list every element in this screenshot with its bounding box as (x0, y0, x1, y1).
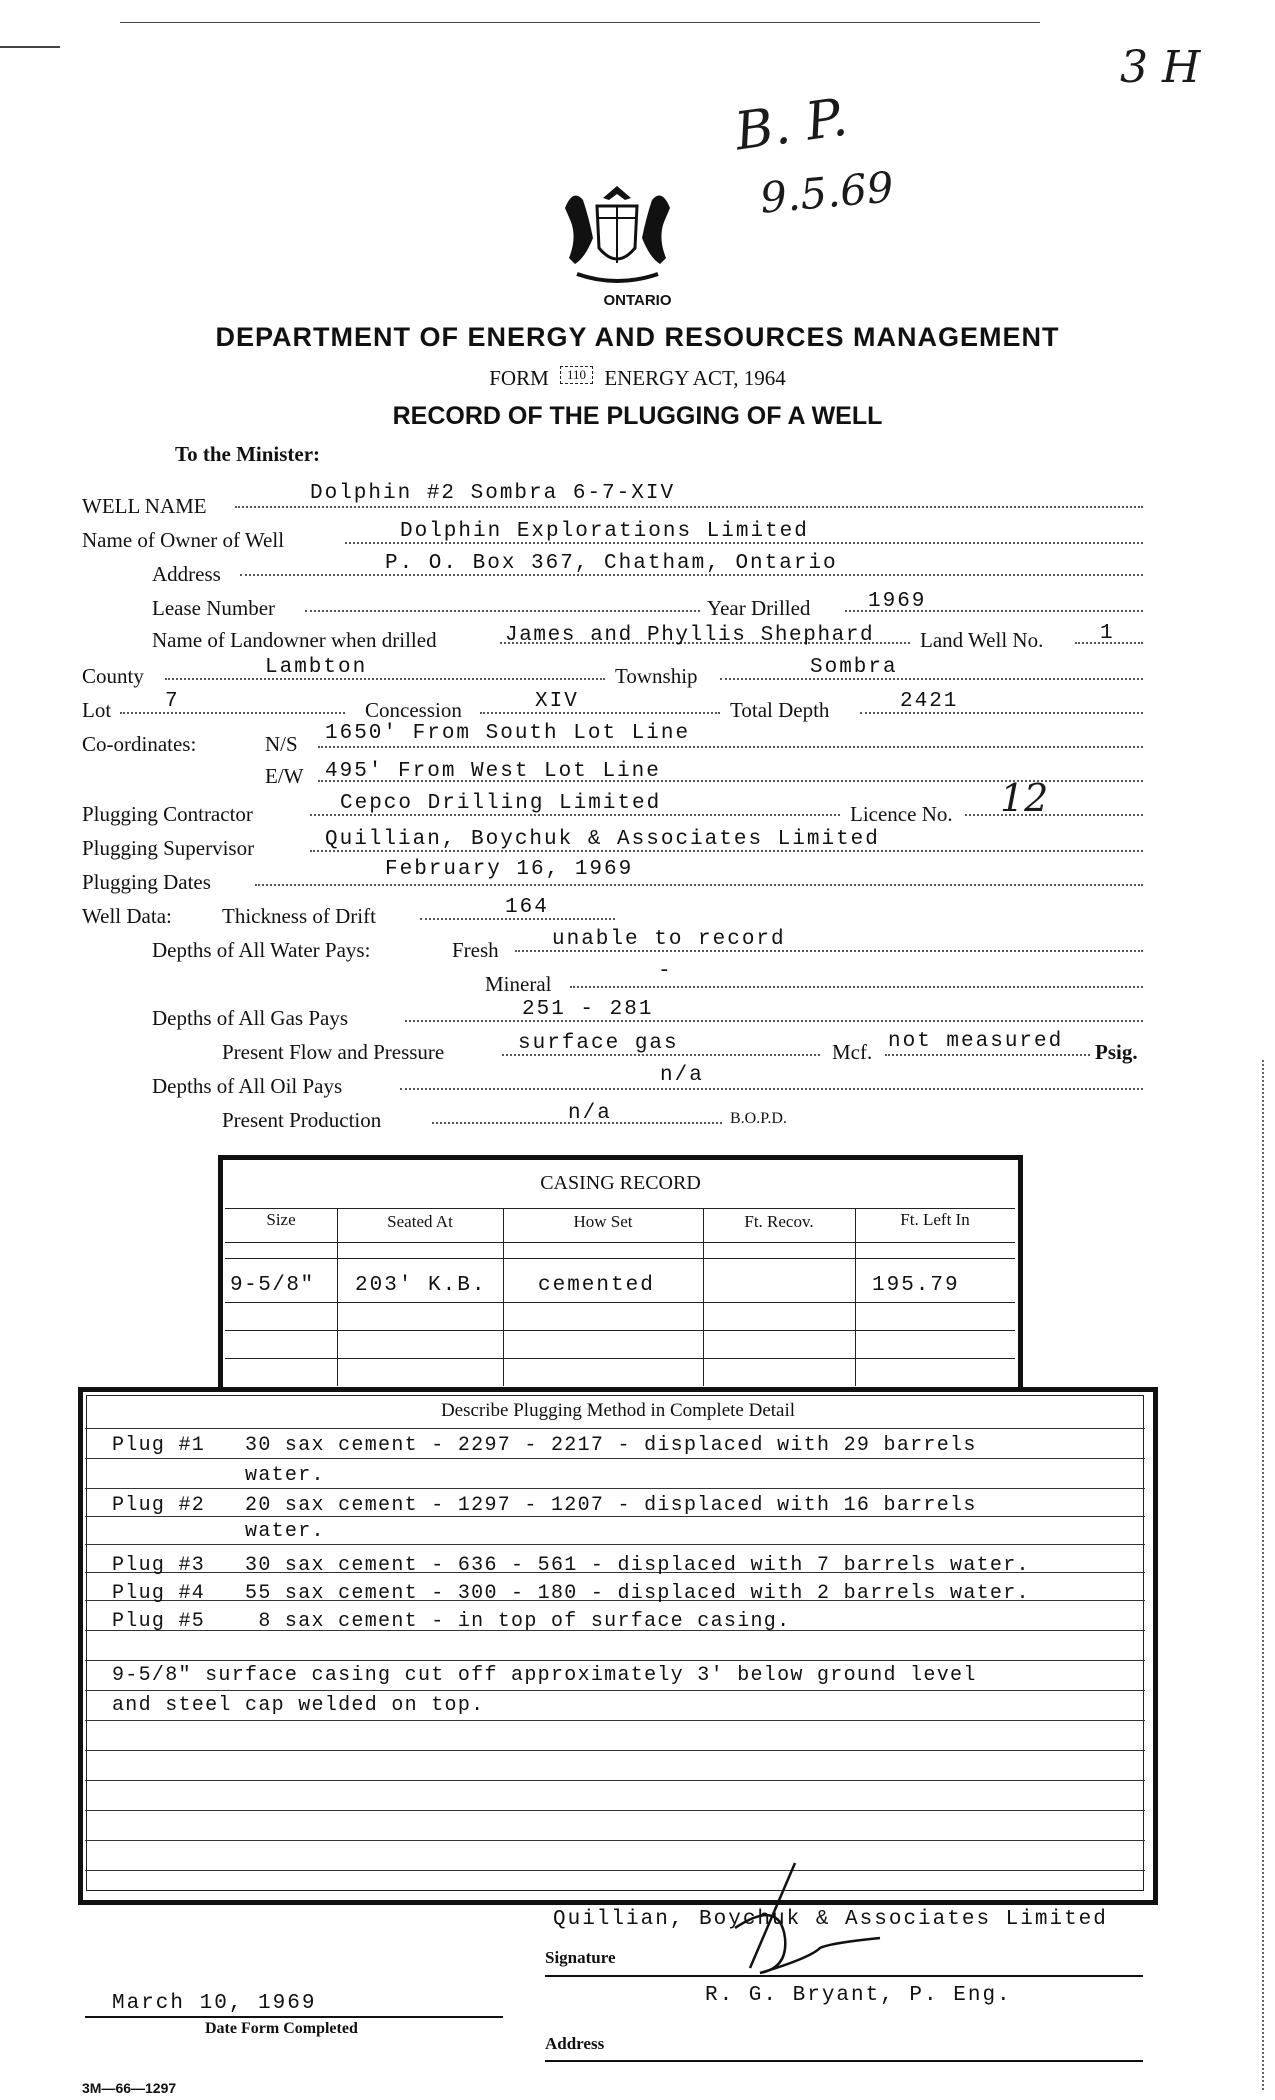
county-label: County (82, 664, 144, 688)
casing-rule-2 (225, 1242, 1015, 1243)
lease-number-line (305, 610, 700, 612)
water-pays-label: Depths of All Water Pays: (152, 938, 371, 962)
mcf-line (885, 1054, 1090, 1056)
form-title: RECORD OF THE PLUGGING OF A WELL (392, 402, 883, 430)
licence-line (965, 814, 1143, 816)
plug-rule-8 (85, 1660, 1145, 1661)
plug-line-10: and steel cap welded on top. (112, 1694, 485, 1717)
well-data-label: Well Data: (82, 904, 172, 928)
casing-cell-size: 9-5/8" (230, 1274, 315, 1297)
plug-line-7: Plug #5 8 sax cement - in top of surface casing. (112, 1610, 791, 1633)
signature-label: Signature (545, 1948, 616, 1967)
concession-line (480, 712, 720, 714)
casing-header-recov: Ft. Recov. (744, 1212, 814, 1231)
ontario-coat-of-arms-icon (555, 178, 680, 290)
licence-value: 12 (1000, 776, 1049, 820)
address-footer-line (545, 2060, 1143, 2062)
date-stamp: 9.5.69 (758, 162, 896, 223)
bopd-label: B.O.P.D. (730, 1110, 787, 1127)
owner-value: Dolphin Explorations Limited (400, 520, 809, 543)
county-line (165, 678, 605, 680)
plugging-dates-value: February 16, 1969 (385, 858, 634, 881)
coord-ns-label: N/S (265, 732, 298, 756)
casing-col-div-1 (337, 1208, 338, 1386)
coord-ns-line (318, 746, 1143, 748)
plug-rule-11 (85, 1750, 1145, 1751)
casing-rule-6 (225, 1358, 1015, 1359)
total-depth-label: Total Depth (730, 698, 830, 722)
township-label: Township (615, 664, 698, 688)
mcf-label: Mcf. (832, 1040, 873, 1064)
form-code: 3M—66—1297 (82, 2080, 177, 2096)
signature-scribble-icon (690, 1858, 890, 1988)
scan-edge-mark (1262, 1060, 1270, 2090)
coord-ew-value: 495' From West Lot Line (325, 760, 661, 783)
plug-line-2: water. (112, 1464, 325, 1487)
mcf-value: not measured (888, 1030, 1064, 1053)
land-well-value: 1 (1100, 622, 1115, 645)
plug-rule-4 (85, 1544, 1145, 1545)
plug-line-4: water. (112, 1520, 325, 1543)
gas-pays-label: Depths of All Gas Pays (152, 1006, 348, 1030)
contractor-value: Cepco Drilling Limited (340, 792, 662, 815)
address-footer-label: Address (545, 2034, 605, 2053)
licence-label: Licence No. (850, 802, 953, 826)
casing-rule-1 (225, 1208, 1015, 1209)
initials-mark: B. P. (731, 87, 851, 163)
well-name-value: Dolphin #2 Sombra 6-7-XIV (310, 482, 676, 505)
lease-number-label: Lease Number (152, 596, 276, 620)
date-completed-label: Date Form Completed (205, 2020, 358, 2037)
production-value: n/a (568, 1102, 612, 1125)
flow-pressure-label: Present Flow and Pressure (222, 1040, 445, 1064)
production-label: Present Production (222, 1108, 382, 1132)
plug-rule-1 (85, 1458, 1145, 1459)
plug-line-9: 9-5/8" surface casing cut off approximately 3' below ground level (112, 1664, 977, 1687)
casing-header-left-in: Ft. Left In (900, 1210, 970, 1229)
casing-col-div-2 (503, 1208, 504, 1386)
township-value: Sombra (810, 656, 898, 679)
address-value: P. O. Box 367, Chatham, Ontario (385, 552, 838, 575)
lot-line (120, 712, 345, 714)
signer-name: R. G. Bryant, P. Eng. (705, 1984, 1012, 2007)
plug-line-1: Plug #1 30 sax cement - 2297 - 2217 - displaced with 29 barrels (112, 1434, 977, 1457)
casing-header-seated: Seated At (387, 1212, 453, 1231)
casing-col-div-4 (855, 1208, 856, 1386)
year-drilled-value: 1969 (868, 590, 927, 613)
act-label: ENERGY ACT, 1964 (604, 366, 786, 390)
oil-pays-line (400, 1088, 1143, 1090)
land-well-label: Land Well No. (920, 628, 1044, 652)
mineral-line (570, 986, 1143, 988)
township-line (720, 678, 1143, 680)
landowner-label: Name of Landowner when drilled (152, 628, 437, 652)
coordinates-label: Co-ordinates: (82, 732, 197, 756)
address-label: Address (152, 562, 221, 586)
well-name-label: WELL NAME (82, 494, 207, 518)
plug-rule-9 (85, 1690, 1145, 1691)
top-rule-2 (0, 46, 60, 48)
footer-company: Quillian, Boychuk & Associates Limited (553, 1908, 1108, 1931)
date-completed-value: March 10, 1969 (112, 1992, 317, 2015)
casing-cell-seated: 203' K.B. (355, 1274, 487, 1297)
plug-rule-14 (85, 1840, 1145, 1841)
lot-value: 7 (165, 690, 180, 713)
mineral-value: - (658, 960, 673, 983)
contractor-label: Plugging Contractor (82, 802, 253, 826)
psig-label: Psig. (1095, 1040, 1138, 1064)
supervisor-value: Quillian, Boychuk & Associates Limited (325, 828, 880, 851)
gas-pays-value: 251 - 281 (522, 998, 654, 1021)
plug-rule-12 (85, 1780, 1145, 1781)
casing-rule-3 (225, 1258, 1015, 1259)
coord-ns-value: 1650' From South Lot Line (325, 722, 691, 745)
casing-rule-5 (225, 1330, 1015, 1331)
form-line (0, 366, 1275, 391)
mineral-label: Mineral (485, 972, 552, 996)
casing-record-title: CASING RECORD (540, 1172, 701, 1194)
plugging-method-title: Describe Plugging Method in Complete Detail (440, 1400, 796, 1421)
plug-rule-2 (85, 1488, 1145, 1489)
year-drilled-label: Year Drilled (707, 596, 811, 620)
oil-pays-label: Depths of All Oil Pays (152, 1074, 343, 1098)
casing-col-div-3 (703, 1208, 704, 1386)
fresh-value: unable to record (552, 928, 786, 951)
salutation: To the Minister: (175, 442, 321, 466)
casing-cell-left-in: 195.79 (872, 1274, 960, 1297)
date-completed-line (85, 2016, 503, 2018)
form-prefix: FORM (489, 366, 549, 390)
oil-pays-value: n/a (660, 1064, 704, 1087)
flow-pressure-value: surface gas (518, 1032, 679, 1055)
casing-header-how-set: How Set (573, 1212, 633, 1231)
plug-line-6: Plug #4 55 sax cement - 300 - 180 - displaced with 2 barrels water. (112, 1582, 1030, 1605)
casing-header-size: Size (266, 1210, 296, 1229)
plug-rule-0 (85, 1428, 1145, 1429)
plugging-dates-label: Plugging Dates (82, 870, 211, 894)
plug-rule-10 (85, 1720, 1145, 1721)
drift-label: Thickness of Drift (222, 904, 376, 928)
casing-cell-how-set: cemented (538, 1274, 655, 1297)
casing-rule-4 (225, 1302, 1015, 1303)
plug-rule-15 (85, 1870, 1145, 1871)
department-title: DEPARTMENT OF ENERGY AND RESOURCES MANAGEMENT (215, 322, 1060, 352)
landowner-value: James and Phyllis Shephard (505, 624, 875, 647)
lot-label: Lot (82, 698, 112, 722)
owner-label: Name of Owner of Well (82, 528, 285, 552)
well-name-line (235, 506, 1143, 508)
supervisor-label: Plugging Supervisor (82, 836, 255, 860)
plug-rule-13 (85, 1810, 1145, 1811)
plugging-dates-line (255, 884, 1143, 886)
province-label: ONTARIO (603, 292, 672, 309)
corner-mark: 3 H (1120, 42, 1201, 93)
county-value: Lambton (265, 656, 368, 679)
form-number: 110 (560, 366, 593, 384)
coord-ew-label: E/W (265, 764, 304, 788)
drift-value: 164 (505, 896, 549, 919)
concession-value: XIV (535, 690, 579, 713)
gas-pays-line (405, 1020, 1143, 1022)
total-depth-value: 2421 (900, 690, 959, 713)
concession-label: Concession (365, 698, 462, 722)
top-rule (120, 22, 1040, 23)
plug-line-5: Plug #3 30 sax cement - 636 - 561 - displaced with 7 barrels water. (112, 1554, 1030, 1577)
plug-line-3: Plug #2 20 sax cement - 1297 - 1207 - displaced with 16 barrels (112, 1494, 977, 1517)
fresh-label: Fresh (452, 938, 499, 962)
